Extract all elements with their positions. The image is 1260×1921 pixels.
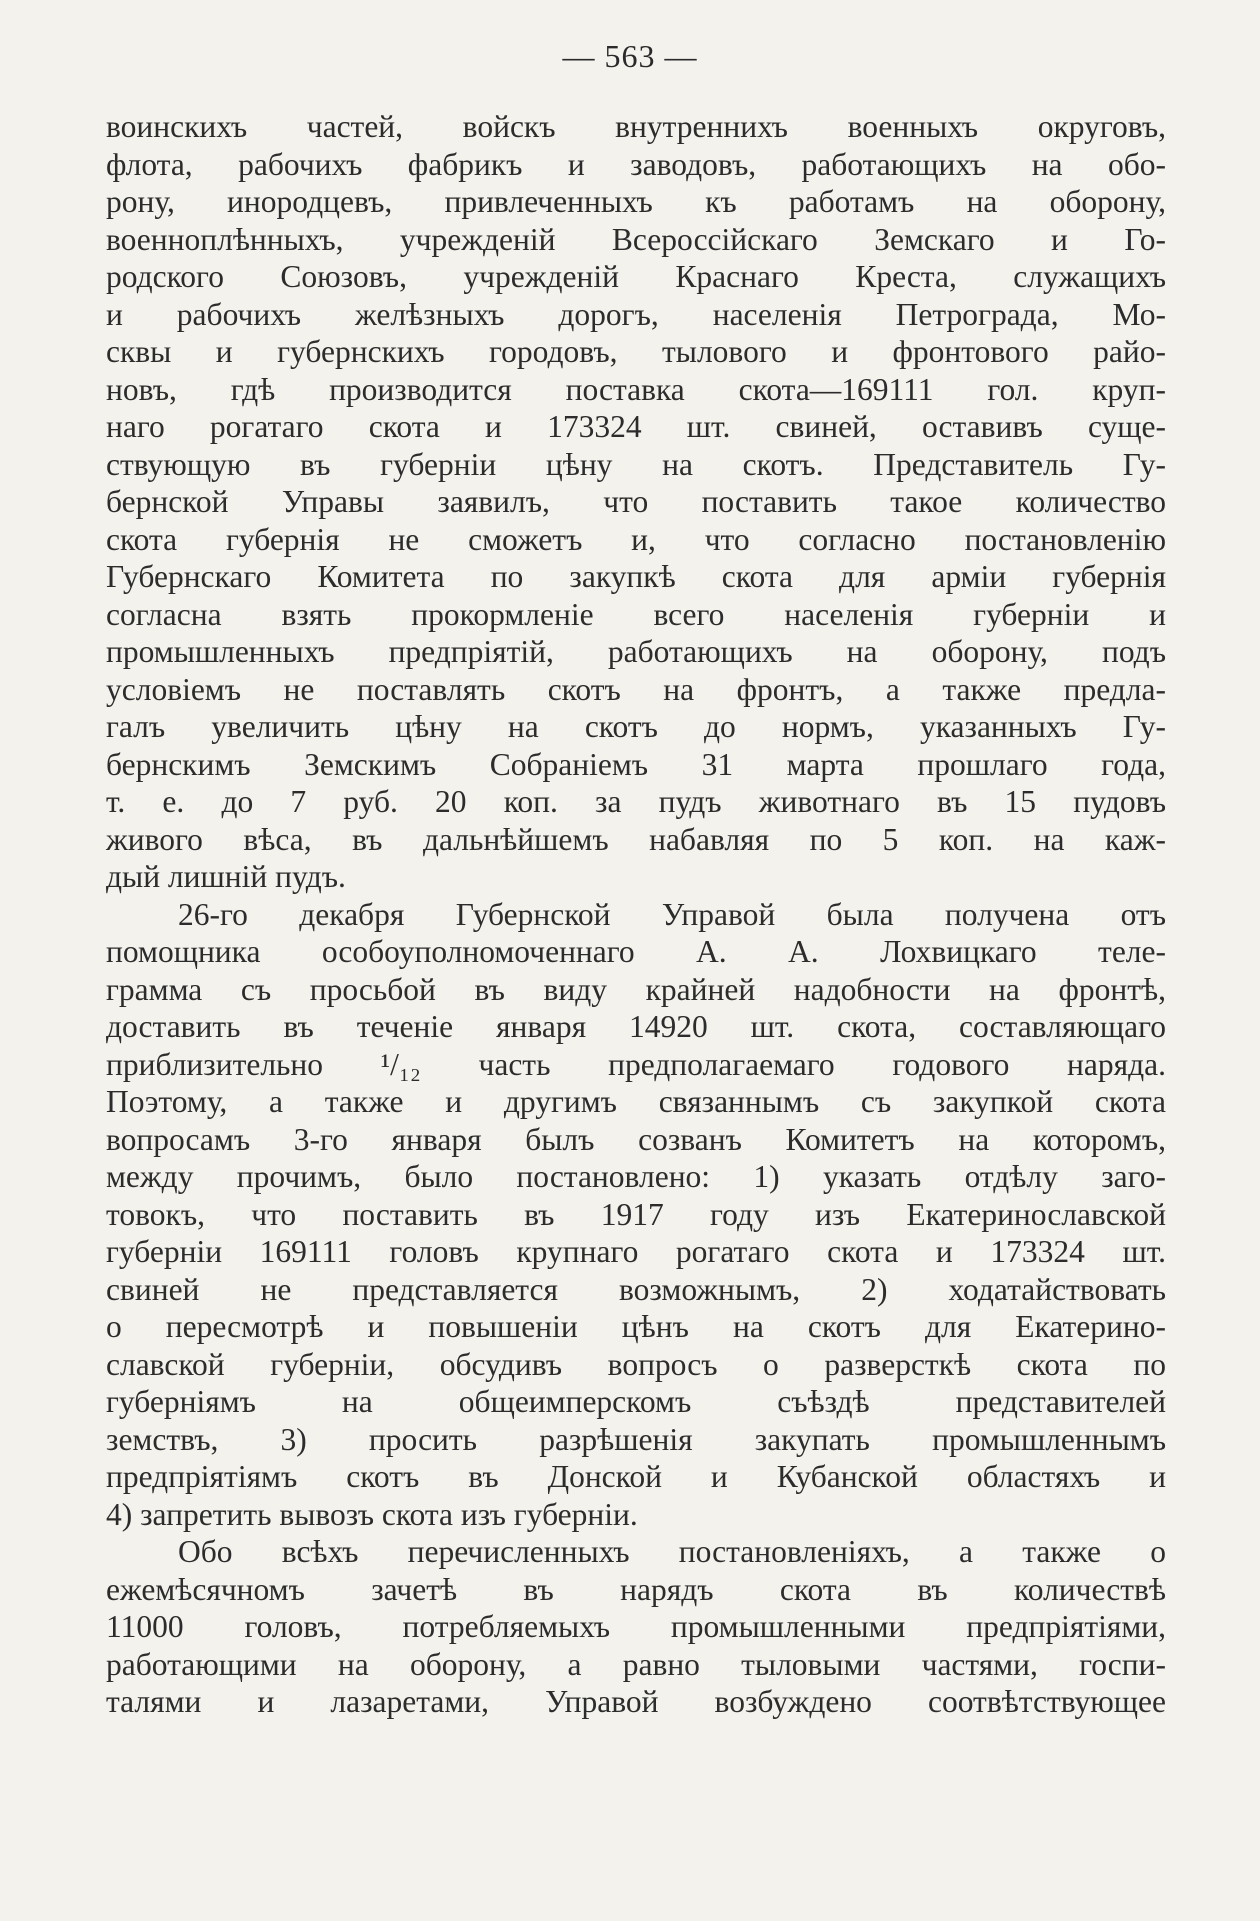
page-number: — 563 —	[562, 38, 698, 74]
text-line: приблизительно ¹/₁₂ часть предполагаемаго годового наряда.	[106, 1046, 1166, 1082]
body-text	[106, 108, 1166, 1721]
text-line: бернской Управы заявилъ, что поставить такое количество	[106, 484, 1166, 519]
text-line: Губернскаго Комитета по закупкѣ скота для арміи губернія	[106, 559, 1166, 594]
text-line: Обо всѣхъ перечисленныхъ постановленіяхъ, а также о	[178, 1534, 1166, 1569]
text-line: ежемѣсячномъ зачетѣ въ нарядъ скота въ количествѣ	[106, 1571, 1166, 1607]
text-line: доставить въ теченіе января 14920 шт. скота, составляющаго	[106, 1009, 1166, 1044]
text-line: предпріятіямъ скотъ въ Донской и Кубанской областяхъ и	[106, 1459, 1166, 1494]
text-line: промышленныхъ предпріятій, работающихъ на оборону, подъ	[106, 634, 1166, 669]
text-line: сквы и губернскихъ городовъ, тылового и фронтового райо-	[106, 334, 1166, 369]
text-line: Поэтому, а также и другимъ связаннымъ съ закупкой скота	[106, 1084, 1166, 1119]
text-line: т. е. до 7 руб. 20 коп. за пудъ животнаго въ 15 пудовъ	[106, 784, 1166, 819]
text-line: славской губерніи, обсудивъ вопросъ о разверсткѣ скота по	[106, 1346, 1166, 1382]
text-line: воинскихъ частей, войскъ внутреннихъ военныхъ округовъ,	[106, 109, 1166, 144]
text-line: и рабочихъ желѣзныхъ дорогъ, населенія Петрограда, Мо-	[106, 296, 1166, 332]
paragraph	[106, 896, 1166, 1534]
text-line: 4) запретить вывозъ скота изъ губерніи.	[106, 1496, 638, 1532]
text-line: флота, рабочихъ фабрикъ и заводовъ, работающихъ на обо-	[106, 146, 1166, 182]
text-line: 11000 головъ, потребляемыхъ промышленными предпріятіями,	[106, 1609, 1166, 1644]
text-line: живого вѣса, въ дальнѣйшемъ набавляя по 5 коп. на каж-	[106, 821, 1166, 857]
text-line: рону, инородцевъ, привлеченныхъ къ работамъ на оборону,	[106, 184, 1166, 219]
text-line: галъ увеличить цѣну на скотъ до нормъ, указанныхъ Гу-	[106, 709, 1166, 744]
text-line: бернскимъ Земскимъ Собраніемъ 31 марта прошлаго года,	[106, 746, 1166, 782]
text-line: военноплѣнныхъ, учрежденій Всероссійскаго Земскаго и Го-	[106, 221, 1166, 257]
text-line: работающими на оборону, а равно тыловыми частями, госпи-	[106, 1646, 1166, 1682]
text-line: земствъ, 3) просить разрѣшенія закупать промышленнымъ	[106, 1421, 1166, 1457]
text-line: 26-го декабря Губернской Управой была получена отъ	[178, 896, 1166, 932]
text-line: согласна взять прокормленіе всего населенія губерніи и	[106, 596, 1166, 632]
text-line: родского Союзовъ, учрежденій Краснаго Креста, служащихъ	[106, 259, 1166, 294]
text-line: новъ, гдѣ производится поставка скота—169111 гол. круп-	[106, 371, 1166, 407]
text-line: вопросамъ 3-го января былъ созванъ Комитетъ на которомъ,	[106, 1121, 1166, 1157]
text-line: талями и лазаретами, Управой возбуждено соотвѣтствующее	[106, 1684, 1166, 1719]
text-line: дый лишній пудъ.	[106, 859, 346, 894]
paragraph	[106, 1533, 1166, 1721]
text-line: условіемъ не поставлять скотъ на фронтъ, а также предла-	[106, 671, 1166, 707]
text-line: между прочимъ, было постановлено: 1) указать отдѣлу заго-	[106, 1159, 1166, 1194]
text-line: скота губернія не сможетъ и, что согласно постановленію	[106, 521, 1166, 557]
text-line: губерніи 169111 головъ крупнаго рогатаго скота и 173324 шт.	[106, 1234, 1166, 1269]
text-line: свиней не представляется возможнымъ, 2) ходатайствовать	[106, 1271, 1166, 1307]
text-line: наго рогатаго скота и 173324 шт. свиней, оставивъ суще-	[106, 409, 1166, 444]
text-line: грамма съ просьбой въ виду крайней надобности на фронтѣ,	[106, 971, 1166, 1007]
text-line: о пересмотрѣ и повышеніи цѣнъ на скотъ для Екатерино-	[106, 1309, 1166, 1344]
text-line: губерніямъ на общеимперскомъ съѣздѣ представителей	[106, 1384, 1166, 1419]
text-line: ствующую въ губерніи цѣну на скотъ. Представитель Гу-	[106, 446, 1166, 482]
text-line: товокъ, что поставить въ 1917 году изъ Екатеринославской	[106, 1196, 1166, 1232]
paragraph	[106, 108, 1166, 896]
text-line: помощника особоуполномоченнаго А. А. Лохвицкаго теле-	[106, 934, 1166, 969]
